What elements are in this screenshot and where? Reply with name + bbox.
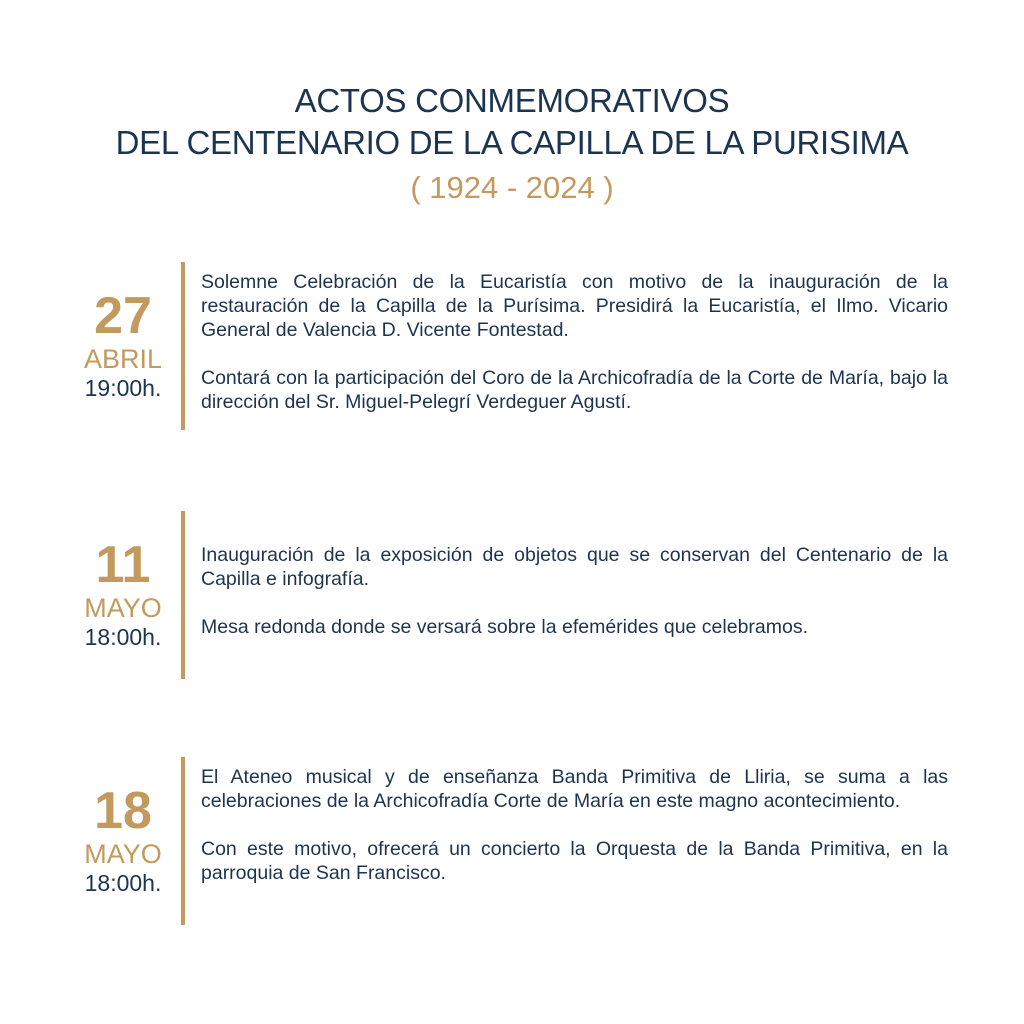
event-description xyxy=(201,543,948,663)
event-date xyxy=(62,537,184,651)
event-month: MAYO xyxy=(84,839,162,869)
title-line-1: ACTOS CONMEMORATIVOS xyxy=(294,82,730,119)
event-day: 11 xyxy=(95,536,151,594)
event-paragraph: Solemne Celebración de la Eucaristía con motivo de la inauguración de la restauración de la Capilla de la Purísima. Presidirá la Eucaristía, el Ilmo. Vicario General de Valencia D. Vicente Fontestad. xyxy=(201,271,948,341)
event-time: 18:00h. xyxy=(84,870,162,896)
event-description xyxy=(201,270,948,438)
event-time: 19:00h. xyxy=(84,375,162,401)
title-line-2: DEL CENTENARIO DE LA CAPILLA DE LA PURISIMA xyxy=(115,124,909,161)
event-paragraph: Con este motivo, ofrecerá un concierto la Orquesta de la Banda Primitiva, en la parroquia de San Francisco. xyxy=(201,838,948,884)
event-day: 18 xyxy=(94,782,152,840)
event-description xyxy=(201,765,948,909)
event-date xyxy=(62,288,184,402)
event-paragraph: Mesa redonda donde se versará sobre la efemérides que celebramos. xyxy=(201,616,809,638)
event-date xyxy=(62,783,184,897)
header xyxy=(0,80,1024,208)
event-paragraph: El Ateneo musical y de enseñanza Banda Primitiva de Lliria, se suma a las celebraciones de la Archicofradía Corte de María en este magno acontecimiento. xyxy=(201,766,948,812)
divider-line xyxy=(181,262,185,430)
years-subtitle: ( 1924 - 2024 ) xyxy=(410,170,614,205)
event-month: ABRIL xyxy=(83,344,163,374)
event-day: 27 xyxy=(94,287,152,345)
event-paragraph: Contará con la participación del Coro de la Archicofradía de la Corte de María, bajo la dirección del Sr. Miguel-Pelegrí Verdeguer Agustí. xyxy=(201,367,948,413)
event-paragraph: Inauguración de la exposición de objetos que se conservan del Centenario de la Capilla e infografía. xyxy=(201,544,948,590)
event-month: MAYO xyxy=(84,593,162,623)
event-time: 18:00h. xyxy=(84,624,162,650)
